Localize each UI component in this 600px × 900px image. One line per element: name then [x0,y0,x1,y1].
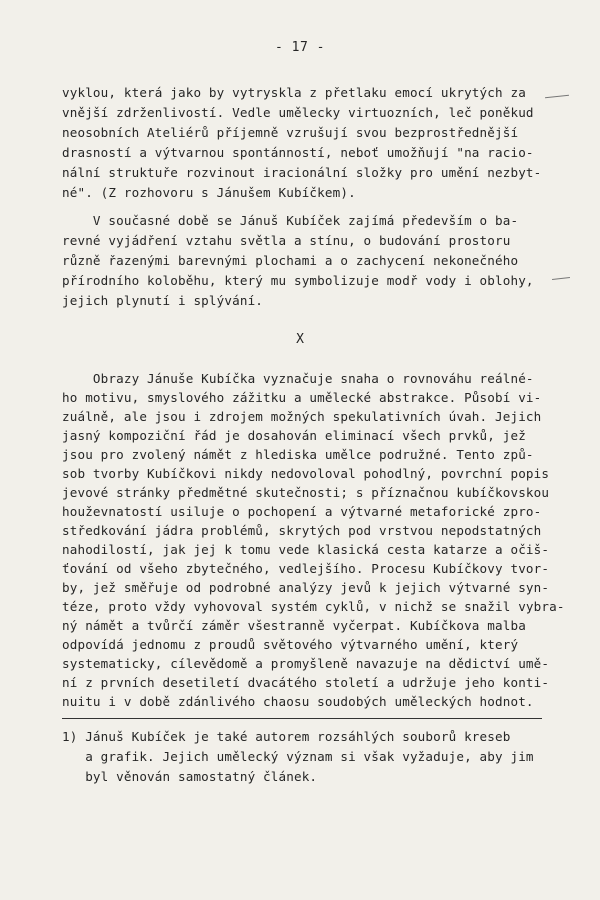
text-line: né". (Z rozhovoru s Jánušem Kubíčkem). [62,185,356,200]
text-line: ní z prvních desetiletí dvacátého století a udržuje jeho konti- [62,675,550,690]
text-line: ťování od všeho zbytečného, vedlejšího. Procesu Kubíčkovy tvor- [62,561,550,576]
text-line: ho motivu, smyslového zážitku a umělecké abstrakce. Působí vi- [62,390,542,405]
footnote-line: 1) Jánuš Kubíček je také autorem rozsáhlých souborů kreseb [62,729,511,744]
text-line: nahodilostí, jak jej k tomu vede klasická cesta katarze a očiš- [62,542,550,557]
text-line: jasný kompoziční řád je dosahován eliminací všech prvků, jež [62,428,526,443]
text-line: by, jež směřuje od podrobné analýzy jevů k jejich výtvarné syn- [62,580,550,595]
text-line: sob tvorby Kubíčkovi nikdy nedovoloval pohodlný, povrchní popis [62,466,550,481]
page-number: - 17 - [275,40,325,55]
text-line: vyklou, která jako by vytryskla z přetlaku emocí ukrytých za [62,85,526,100]
margin-pencil-mark [545,95,569,99]
text-line: houževnatostí usiluje o pochopení a výtvarné metaforické zpro- [62,504,542,519]
footnote-rule [62,718,542,719]
text-line: jejich plynutí i splývání. [62,293,264,308]
text-line: téze, proto vždy vyhovoval systém cyklů, v nichž se snažil vybra- [62,599,565,614]
text-line: nální struktuře rozvinout iracionální složky pro umění nezbyt- [62,165,542,180]
text-line: V současné době se Jánuš Kubíček zajímá především o ba- [62,213,519,228]
text-line: ný námět a tvůrčí záměr všestranně vyčerpat. Kubíčkova malba [62,618,526,633]
text-line: drasností a výtvarnou spontánností, neboť umožňují "na racio- [62,145,534,160]
footnote-line: a grafik. Jejich umělecký význam si však vyžaduje, aby jim [62,749,534,764]
text-line: Obrazy Jánuše Kubíčka vyznačuje snaha o rovnováhu reálné- [62,371,534,386]
text-line: středkování jádra problémů, skrytých pod vrstvou nepodstatných [62,523,542,538]
text-line: neosobních Ateliérů příjemně vzrušují svou bezprostřednější [62,125,519,140]
section-heading: X [296,332,304,347]
text-line: systematicky, cílevědomě a promyšleně navazuje na dědictví umě- [62,656,550,671]
footnote-line: byl věnován samostatný článek. [62,769,318,784]
text-line: různě řazenými barevnými plochami a o zachycení nekonečného [62,253,519,268]
text-line: vnější zdrženlivostí. Vedle umělecky virtuozních, leč poněkud [62,105,534,120]
text-line: zuálně, ale jsou i zdrojem možných spekulativních úvah. Jejich [62,409,542,424]
text-line: jsou pro zvolený námět z hlediska umělce podružné. Tento způ- [62,447,534,462]
text-line: revné vyjádření vztahu světla a stínu, o budování prostoru [62,233,511,248]
text-line: odpovídá jednomu z proudů světového výtvarného umění, který [62,637,519,652]
margin-pencil-mark [552,277,570,280]
text-line: nuitu i v době zdánlivého chaosu soudobých uměleckých hodnot. [62,694,534,709]
text-line: jevové stránky předmětné skutečnosti; s příznačnou kubíčkovskou [62,485,550,500]
text-line: přírodního koloběhu, který mu symbolizuje modř vody i oblohy, [62,273,534,288]
